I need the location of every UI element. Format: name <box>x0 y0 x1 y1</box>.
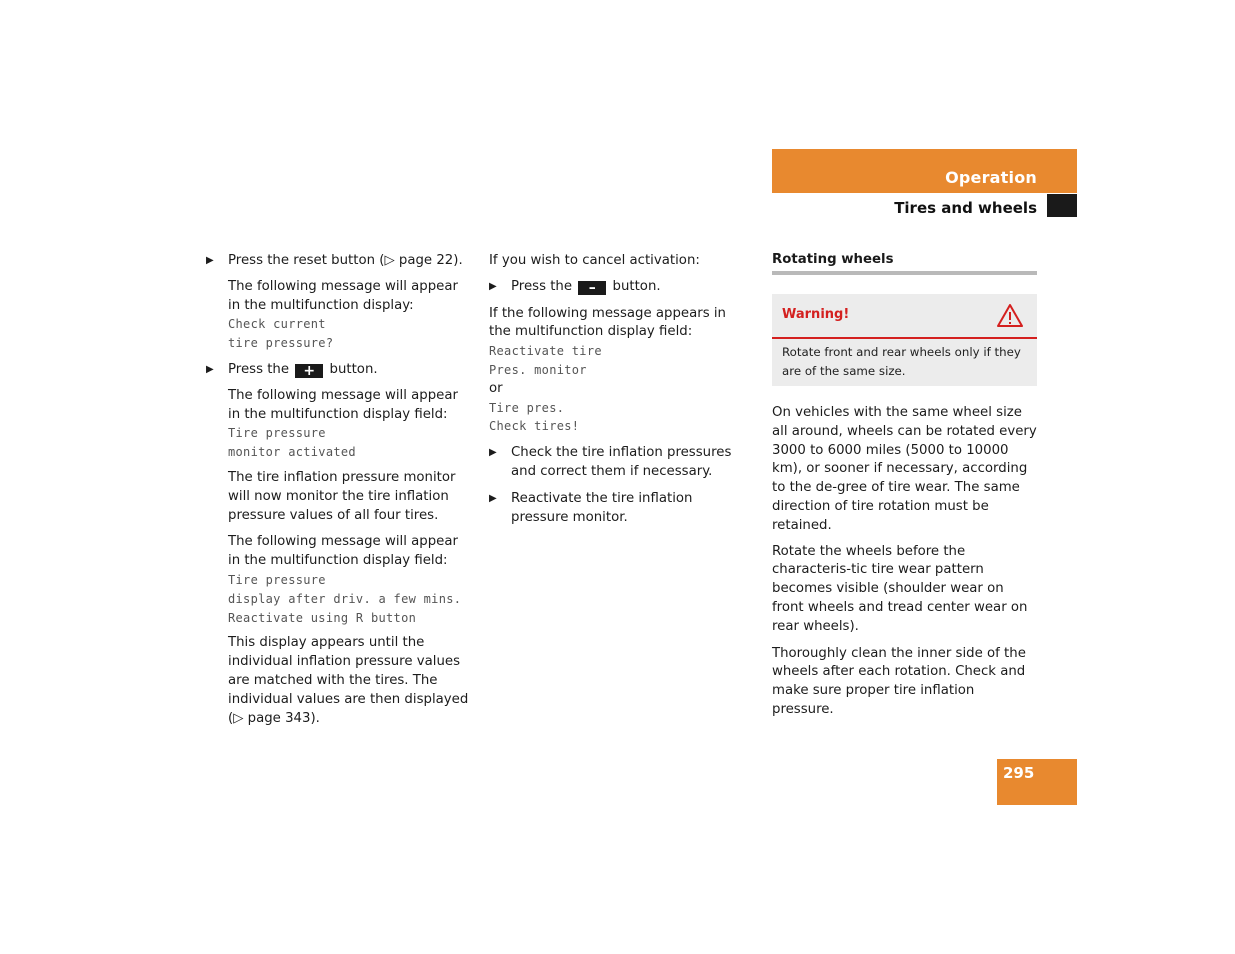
warning-divider <box>772 337 1037 339</box>
triangle-right-icon: ▶ <box>489 447 497 459</box>
paragraph-display-until: This display appears until the individual inflation pressure values are matched with the tires. The individual values are then displayed (▷ page 343). <box>228 635 469 726</box>
message-intro: The following message will appear in the multifunction display field: <box>228 534 458 569</box>
page-number: 295 <box>1003 764 1035 782</box>
column-1 <box>206 252 474 728</box>
display-message-line: Reactivate tire <box>489 344 602 359</box>
display-message-line: Reactivate using R button <box>228 610 417 625</box>
display-message-line: Tire pressure <box>228 572 326 587</box>
triangle-right-icon: ▶ <box>206 255 214 266</box>
step-reactivate-monitor: ▶ Reactivate the tire inflation pressure monitor. <box>489 490 693 525</box>
step-press-reset: ▶ Press the reset button (▷ page 22). <box>206 252 474 271</box>
cancel-intro: If you wish to cancel activation: <box>489 253 700 268</box>
display-message-line: monitor activated <box>228 445 356 460</box>
display-message-line: Tire pressure <box>228 426 326 441</box>
step-press-plus: ▶ Press the + button. <box>206 361 378 379</box>
display-message-line: Pres. monitor <box>489 362 587 377</box>
paragraph-monitor: The tire inflation pressure monitor will now monitor the tire inflation pressure values of all four tires. <box>228 469 456 523</box>
message-intro: If the following message appears in the multifunction display field: <box>489 305 726 340</box>
minus-key-icon: – <box>578 281 606 295</box>
subsection-title: Tires and wheels <box>894 199 1037 217</box>
display-message-line: display after driv. a few mins. <box>228 591 462 606</box>
triangle-right-icon: ▶ <box>489 492 497 504</box>
paragraph-rotate-before: Rotate the wheels before the characteris-tic tire wear pattern becomes visible (shoulder wear on front wheels and tread center wear on rear wheels). <box>772 543 1028 634</box>
warning-triangle-icon <box>996 303 1024 333</box>
step-press-minus: ▶ Press the – button. <box>489 278 661 296</box>
display-message-line: Check current <box>228 317 326 332</box>
warning-text: Rotate front and rear wheels only if they are of the same size. <box>782 345 1021 378</box>
triangle-right-icon: ▶ <box>489 280 497 292</box>
column-3-body <box>772 404 1038 720</box>
warning-title: Warning! <box>782 307 850 322</box>
section-header <box>772 149 1077 193</box>
or-separator: or <box>489 380 503 396</box>
display-message-line: Check tires! <box>489 419 580 434</box>
paragraph-rotation-interval: On vehicles with the same wheel size all around, wheels can be rotated every 3000 to 6000 miles (5000 to 10000 km), or sooner if necessary, according to the de-gree of tire wear. The same direction of tire rotation must be retained. <box>772 405 1037 533</box>
section-tab-marker <box>1047 194 1077 217</box>
plus-key-icon: + <box>295 364 323 378</box>
column-2 <box>489 252 751 527</box>
message-intro: The following message will appear in the multifunction display field: <box>228 387 458 422</box>
page-number-box <box>997 759 1077 805</box>
message-intro: The following message will appear in the multifunction display: <box>228 278 458 313</box>
section-heading: Rotating wheels <box>772 252 894 267</box>
paragraph-clean-wheels: Thoroughly clean the inner side of the wheels after each rotation. Check and make sure proper tire inflation pressure. <box>772 645 1026 717</box>
step-check-pressures: ▶ Check the tire inflation pressures and correct them if necessary. <box>489 445 732 479</box>
display-message-line: tire pressure? <box>228 336 334 351</box>
triangle-right-icon: ▶ <box>206 363 214 375</box>
heading-rule <box>772 271 1037 275</box>
display-message-line: Tire pres. <box>489 400 565 415</box>
section-title: Operation <box>945 168 1037 187</box>
